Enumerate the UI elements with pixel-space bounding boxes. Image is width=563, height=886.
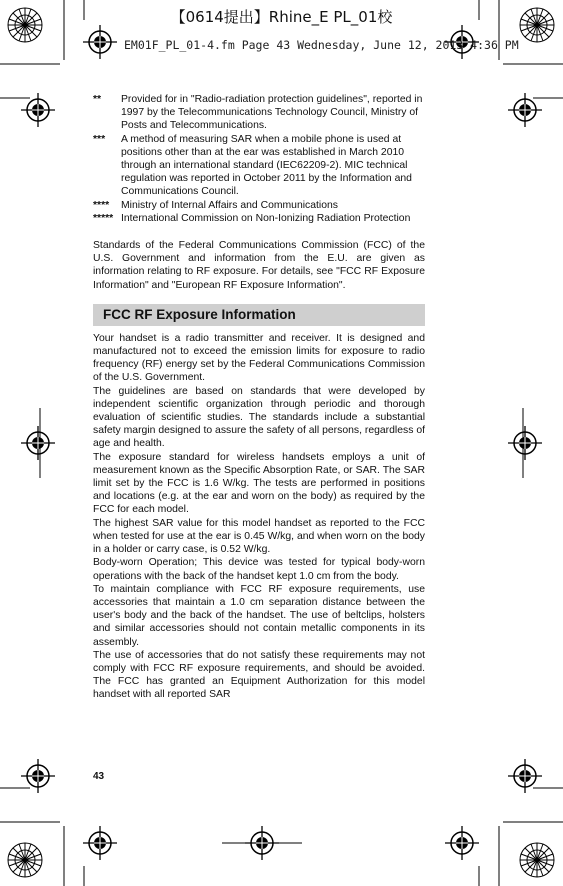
page-content [93, 93, 425, 702]
page-number: 43 [93, 771, 105, 782]
footnote-mark: ** [93, 94, 102, 105]
document-job-title: 【0614提出】Rhine_E PL_01校 [170, 8, 393, 26]
body-paragraph: Body-worn Operation; This device was tested for typical body-worn operations with the back of the handset kept 1.0 cm from the body. [93, 557, 425, 582]
footnote [93, 133, 425, 199]
body-paragraph: The exposure standard for wireless handsets employs a unit of measurement known as the Specific Absorption Rate, or SAR. The SAR limit set by the FCC is 1.6 W/kg. The tests are performed in positions and locations (e.g. at the ear and worn on the body) as required by the FCC for each model. [93, 451, 425, 516]
footnote-mark: **** [93, 199, 110, 211]
body-paragraph: The highest SAR value for this model handset as reported to the FCC when tested for use at the ear is 0.45 W/kg, and when worn on the body in a holder or carry case, is 0.52 W/kg. [93, 517, 425, 556]
footnote-mark: ***** [93, 212, 114, 224]
section-heading: FCC RF Exposure Information [93, 304, 425, 326]
body-paragraph: The use of accessories that do not satisfy these requirements may not comply with FCC RF exposure requirements, and should be avoided. The FCC has granted an Equipment Authorization for this model handset with all reported SAR [93, 649, 425, 701]
intro-paragraph: Standards of the Federal Communications Commission (FCC) of the U.S. Government and information from the E.U. are given as information relating to RF exposure. For details, see "FCC RF Exposure Information" and "European RF Exposure Information". [93, 240, 425, 291]
body-paragraph: Your handset is a radio transmitter and receiver. It is designed and manufactured not to exceed the emission limits for exposure to radio frequency (RF) energy set by the Federal Communications Commission of the U.S. Government. [93, 332, 425, 384]
footnote [93, 199, 425, 212]
body-paragraph: To maintain compliance with FCC RF exposure requirements, use accessories that maintain a 1.0 cm separation distance between the user's body and the back of the handset. The use of beltclips, holsters and similar accessories should not contain metallic components in its assembly. [93, 583, 425, 648]
footnote-text: International Commission on Non-Ionizing Radiation Protection [121, 212, 411, 224]
footnote [93, 212, 425, 225]
footnote-text: A method of measuring SAR when a mobile phone is used at positions other than at the ear was established in March 2010 through an international standard (IEC62209-2). MIC technical regulation was reported in October 2011 by the Information and Communications Council. [121, 133, 412, 198]
body-paragraph: The guidelines are based on standards that were developed by independent scientific organization through periodic and thorough evaluation of scientific studies. The standards include a substantial safety margin designed to assure the safety of all persons, regardless of age and health. [93, 385, 425, 450]
footnote [93, 93, 425, 133]
file-stamp: EM01F_PL_01-4.fm Page 43 Wednesday, June 12, 2013 4:36 PM [124, 38, 519, 52]
footnote-text: Provided for in "Radio-radiation protection guidelines", reported in 1997 by the Telecommunications Technology Council, Ministry of Posts and Telecommunications. [121, 94, 423, 132]
footnote-text: Ministry of Internal Affairs and Communications [121, 199, 338, 211]
footnote-mark: *** [93, 133, 106, 145]
